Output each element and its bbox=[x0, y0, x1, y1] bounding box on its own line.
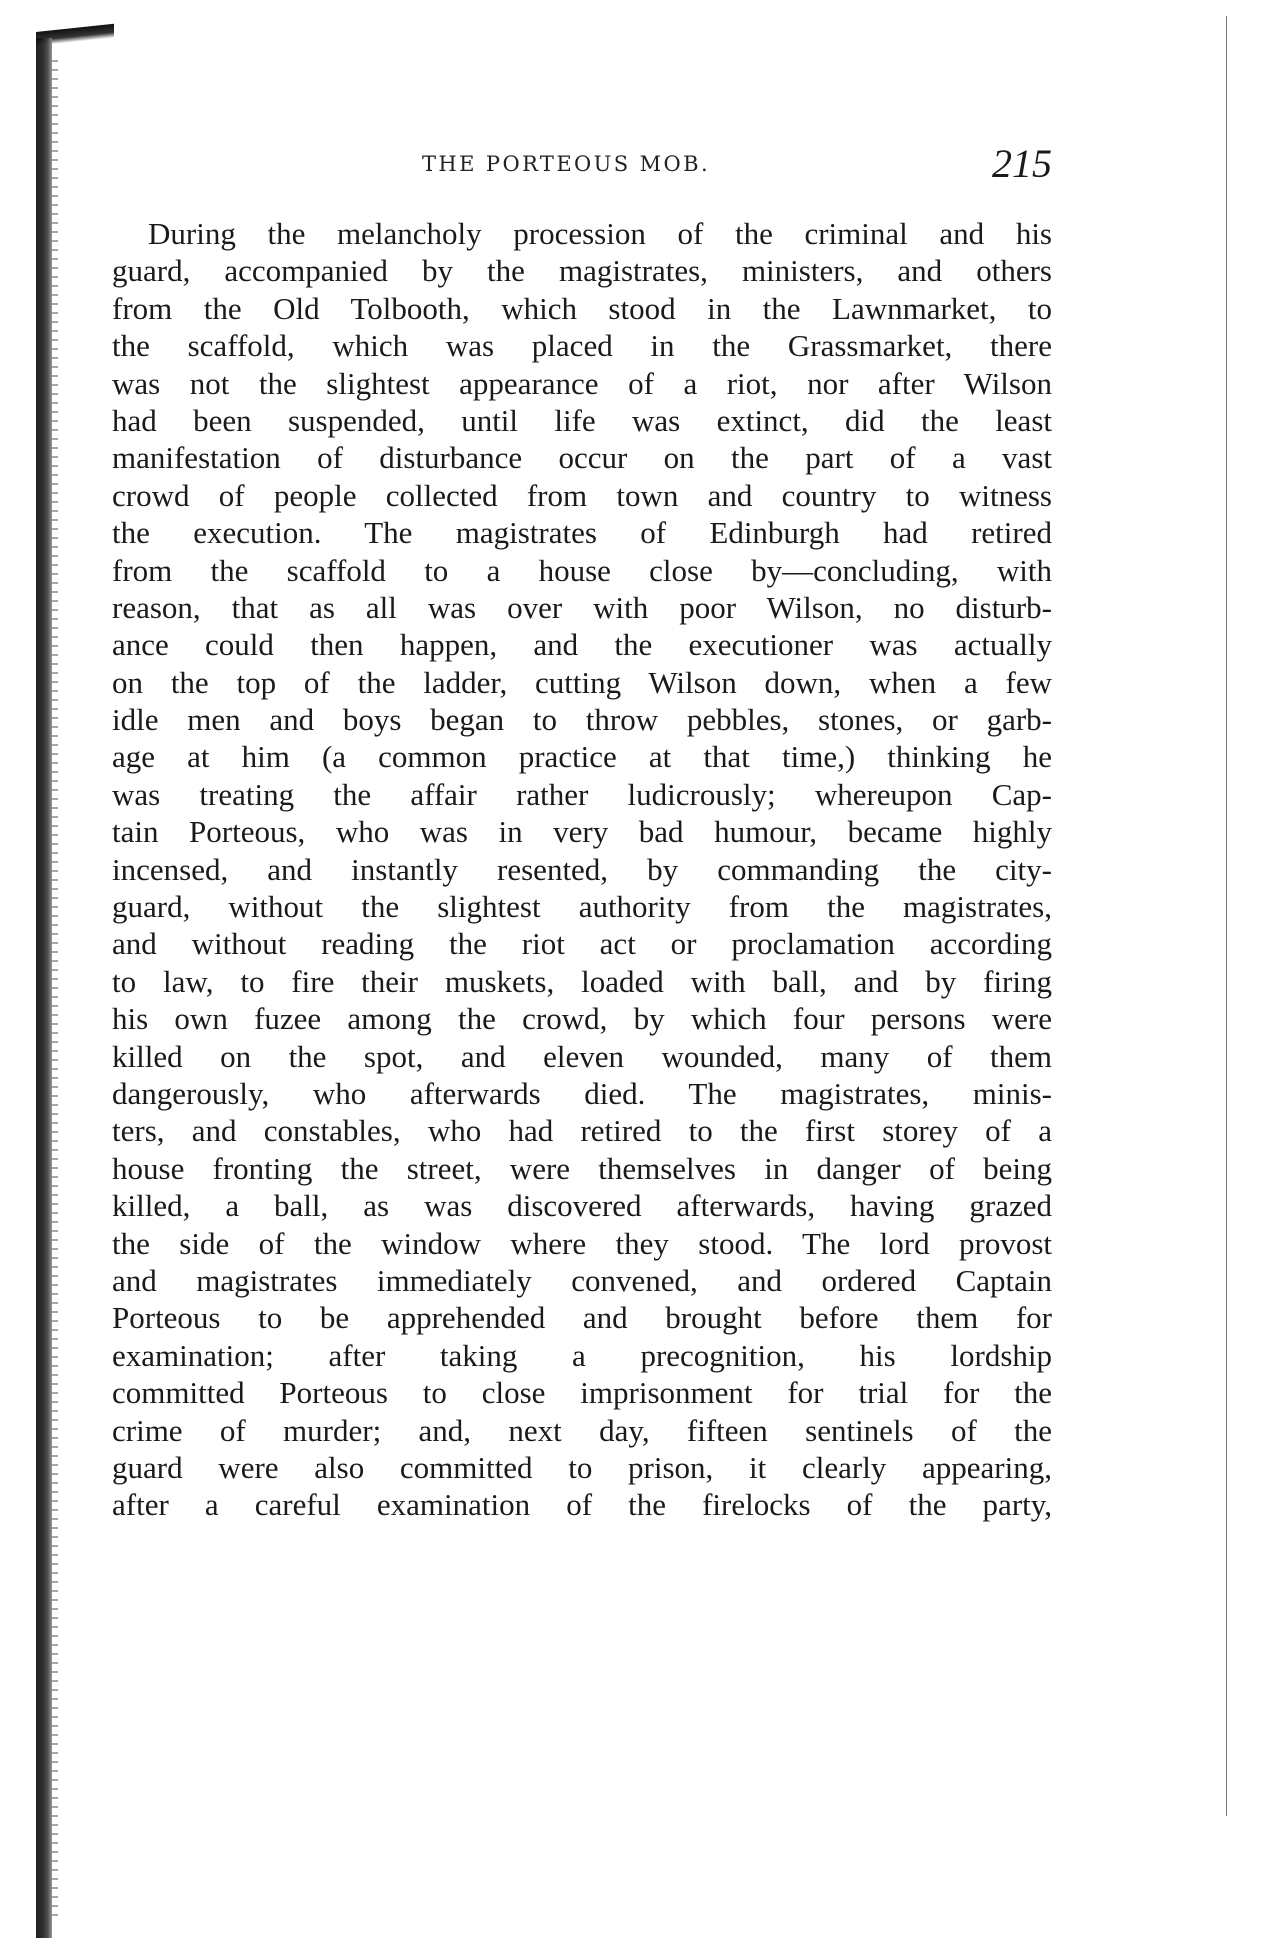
text-line: killed on the spot, and eleven wounded, many of them bbox=[112, 1038, 1052, 1074]
text-line: his own fuzee among the crowd, by which four persons were bbox=[112, 1001, 1052, 1037]
text-line: and without reading the riot act or proclamation according bbox=[112, 926, 1052, 962]
page-number: 215 bbox=[992, 141, 1052, 186]
text-line: idle men and boys began to throw pebbles, stones, or garb- bbox=[112, 702, 1052, 738]
text-line: Porteous to be apprehended and brought before them for bbox=[112, 1300, 1052, 1336]
text-line: killed, a ball, as was discovered afterwards, having grazed bbox=[112, 1188, 1052, 1224]
text-line: was not the slightest appearance of a riot, nor after Wilson bbox=[112, 365, 1052, 401]
text-line: examination; after taking a precognition, his lordship bbox=[112, 1337, 1052, 1373]
text-line: and magistrates immediately convened, and ordered Captain bbox=[112, 1262, 1052, 1298]
text-line: from the scaffold to a house close by—concluding, with bbox=[112, 552, 1052, 588]
text-line: tain Porteous, who was in very bad humour, became highly bbox=[112, 814, 1052, 850]
text-line: guard, without the slightest authority from the magistrates, bbox=[112, 889, 1052, 925]
text-line: the scaffold, which was placed in the Grassmarket, there bbox=[112, 328, 1052, 364]
text-line: the side of the window where they stood. The lord provost bbox=[112, 1225, 1052, 1261]
text-line: after a careful examination of the firelocks of the party, bbox=[112, 1487, 1052, 1523]
text-line: to law, to fire their muskets, loaded with ball, and by firing bbox=[112, 963, 1052, 999]
text-line: crowd of people collected from town and country to witness bbox=[112, 477, 1052, 513]
text-line: age at him (a common practice at that time,) thinking he bbox=[112, 739, 1052, 775]
text-line: on the top of the ladder, cutting Wilson down, when a few bbox=[112, 664, 1052, 700]
text-line: crime of murder; and, next day, fifteen sentinels of the bbox=[112, 1412, 1052, 1448]
page-edge-rule bbox=[1226, 16, 1227, 1816]
text-line: reason, that as all was over with poor Wilson, no disturb- bbox=[112, 589, 1052, 625]
body-paragraph bbox=[112, 215, 1052, 1524]
text-line: dangerously, who afterwards died. The magistrates, minis- bbox=[112, 1075, 1052, 1111]
binding-edge bbox=[36, 38, 52, 1938]
running-title: THE PORTEOUS MOB. bbox=[422, 152, 711, 176]
text-line: house fronting the street, were themselves in danger of being bbox=[112, 1150, 1052, 1186]
text-line: had been suspended, until life was extinct, did the least bbox=[112, 402, 1052, 438]
text-line: committed Porteous to close imprisonment for trial for the bbox=[112, 1375, 1052, 1411]
text-line: ance could then happen, and the executioner was actually bbox=[112, 627, 1052, 663]
text-line: guard, accompanied by the magistrates, ministers, and others bbox=[112, 253, 1052, 289]
text-line: from the Old Tolbooth, which stood in the Lawnmarket, to bbox=[112, 290, 1052, 326]
text-line: incensed, and instantly resented, by commanding the city- bbox=[112, 851, 1052, 887]
text-line: guard were also committed to prison, it clearly appearing, bbox=[112, 1449, 1052, 1485]
text-line: manifestation of disturbance occur on the part of a vast bbox=[112, 440, 1052, 476]
text-line: ters, and constables, who had retired to the first storey of a bbox=[112, 1113, 1052, 1149]
text-line: was treating the affair rather ludicrously; whereupon Cap- bbox=[112, 776, 1052, 812]
page-header bbox=[112, 140, 1052, 188]
binding-edge-texture bbox=[52, 60, 58, 1920]
text-line: the execution. The magistrates of Edinburgh had retired bbox=[112, 515, 1052, 551]
text-line: During the melancholy procession of the criminal and his bbox=[148, 216, 1052, 251]
